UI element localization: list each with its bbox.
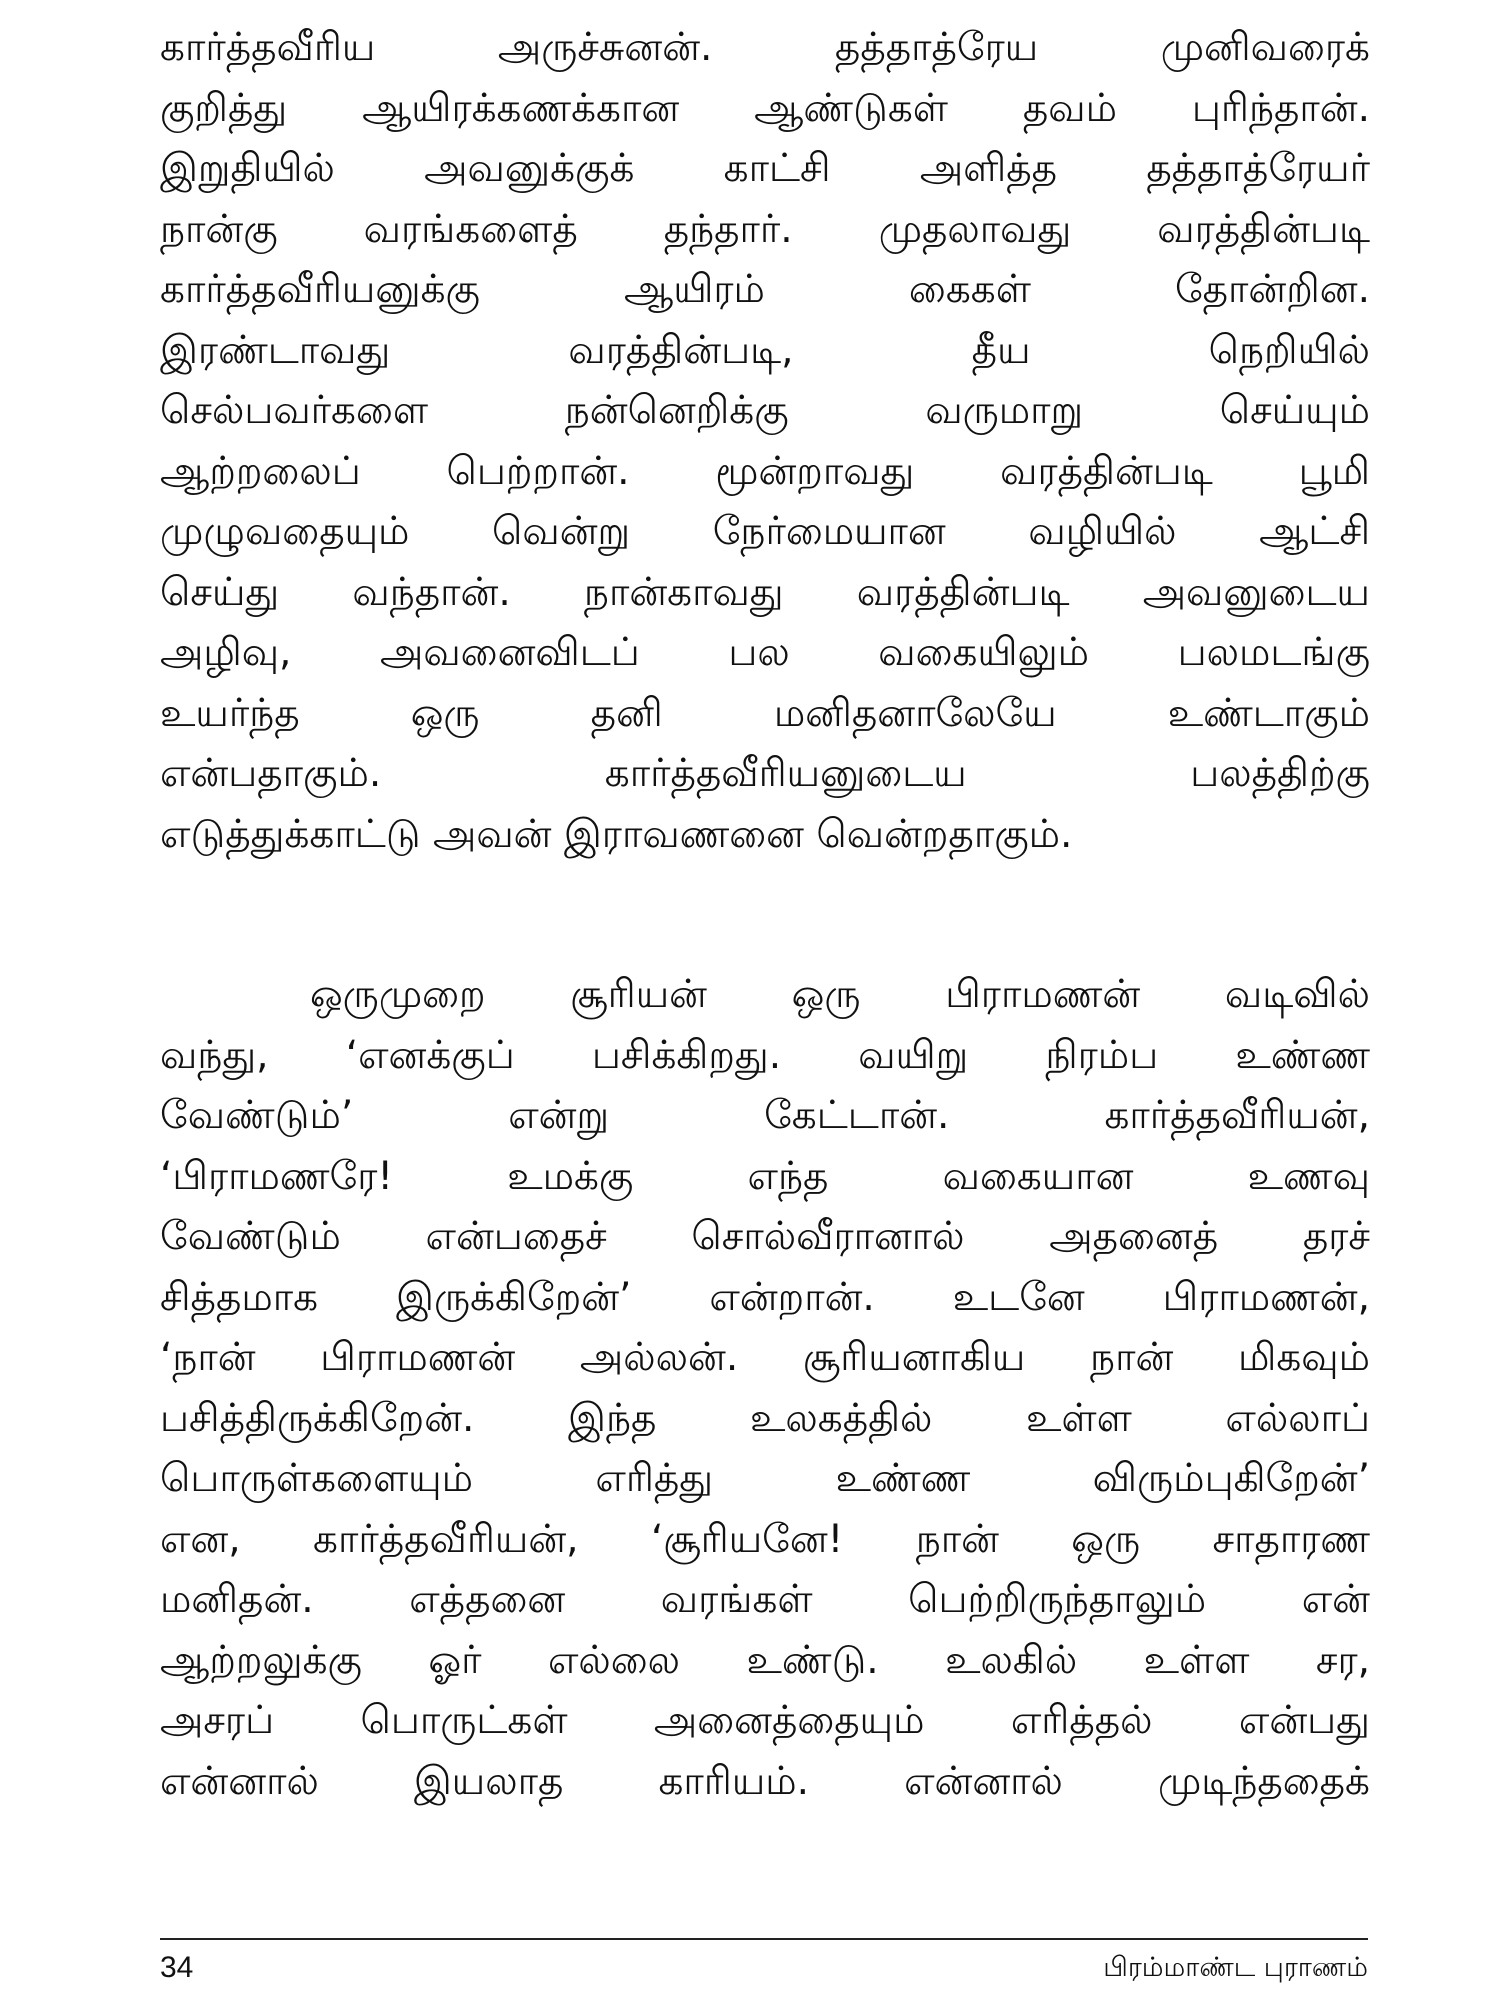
text-line: ஒருமுறை சூரியன் ஒரு பிராமணன் வடிவில் bbox=[310, 972, 1370, 1017]
text-line: என, கார்த்தவீரியன், ‘சூரியனே! நான் ஒரு சாதாரண bbox=[160, 1516, 1370, 1562]
footer-divider bbox=[160, 1938, 1368, 1940]
text-line: கார்த்தவீரிய அருச்சுனன். தத்தாத்ரேய முனிவரைக் bbox=[160, 25, 1370, 70]
text-line: அழிவு, அவனைவிடப் பல வகையிலும் பலமடங்கு bbox=[160, 630, 1370, 675]
page-number: 34 bbox=[160, 1951, 194, 1984]
text-line: வந்து, ‘எனக்குப் பசிக்கிறது. வயிறு நிரம்ப உண்ண bbox=[160, 1032, 1370, 1078]
text-line: கார்த்தவீரியனுக்கு ஆயிரம் கைகள் தோன்றின. bbox=[160, 267, 1370, 312]
paragraph-1 bbox=[160, 18, 1370, 865]
text-line: இரண்டாவது வரத்தின்படி, தீய நெறியில் bbox=[160, 327, 1370, 373]
text-line: செய்து வந்தான். நான்காவது வரத்தின்படி அவனுடைய bbox=[160, 569, 1370, 615]
text-line: வேண்டும்’ என்று கேட்டான். கார்த்தவீரியன், bbox=[160, 1093, 1370, 1138]
text-line: ஆற்றலுக்கு ஓர் எல்லை உண்டு. உலகில் உள்ள சர, bbox=[160, 1637, 1370, 1683]
text-line: என்பதாகும். கார்த்தவீரியனுடைய பலத்திற்கு bbox=[160, 751, 1370, 796]
text-line: ஆற்றலைப் பெற்றான். மூன்றாவது வரத்தின்படி பூமி bbox=[160, 448, 1370, 494]
text-line: குறித்து ஆயிரக்கணக்கான ஆண்டுகள் தவம் புரிந்தான். bbox=[160, 85, 1370, 131]
text-line: அசரப் பொருட்கள் அனைத்தையும் எரித்தல் என்பது bbox=[160, 1698, 1370, 1743]
text-line: செல்பவர்களை நன்னெறிக்கு வருமாறு செய்யும் bbox=[160, 388, 1370, 433]
paragraph-2 bbox=[160, 965, 1370, 1812]
text-line: முழுவதையும் வென்று நேர்மையான வழியில் ஆட்சி bbox=[160, 509, 1370, 554]
text-line: எடுத்துக்காட்டு அவன் இராவணனை வென்றதாகும். bbox=[160, 811, 1073, 857]
text-line: மனிதன். எத்தனை வரங்கள் பெற்றிருந்தாலும் என் bbox=[160, 1577, 1370, 1622]
text-line: நான்கு வரங்களைத் தந்தார். முதலாவது வரத்தின்படி bbox=[160, 206, 1370, 252]
text-line: உயர்ந்த ஒரு தனி மனிதனாலேயே உண்டாகும் bbox=[160, 690, 1370, 736]
text-line: பொருள்களையும் எரித்து உண்ண விரும்புகிறேன்’ bbox=[160, 1456, 1370, 1501]
text-line: என்னால் இயலாத காரியம். என்னால் முடிந்ததைக் bbox=[160, 1758, 1370, 1804]
text-line: வேண்டும் என்பதைச் சொல்வீரானால் அதனைத் தரச் bbox=[160, 1214, 1370, 1259]
text-line: ‘பிராமணரே! உமக்கு எந்த வகையான உணவு bbox=[160, 1153, 1370, 1199]
text-line: சித்தமாக இருக்கிறேன்’ என்றான். உடனே பிராமணன், bbox=[160, 1274, 1370, 1320]
text-line: ‘நான் பிராமணன் அல்லன். சூரியனாகிய நான் மிகவும் bbox=[160, 1335, 1370, 1380]
text-line: பசித்திருக்கிறேன். இந்த உலகத்தில் உள்ள எல்லாப் bbox=[160, 1395, 1370, 1441]
text-line: இறுதியில் அவனுக்குக் காட்சி அளித்த தத்தாத்ரேயர் bbox=[160, 146, 1370, 191]
running-title: பிரம்மாண்ட புராணம் bbox=[1103, 1952, 1368, 1983]
